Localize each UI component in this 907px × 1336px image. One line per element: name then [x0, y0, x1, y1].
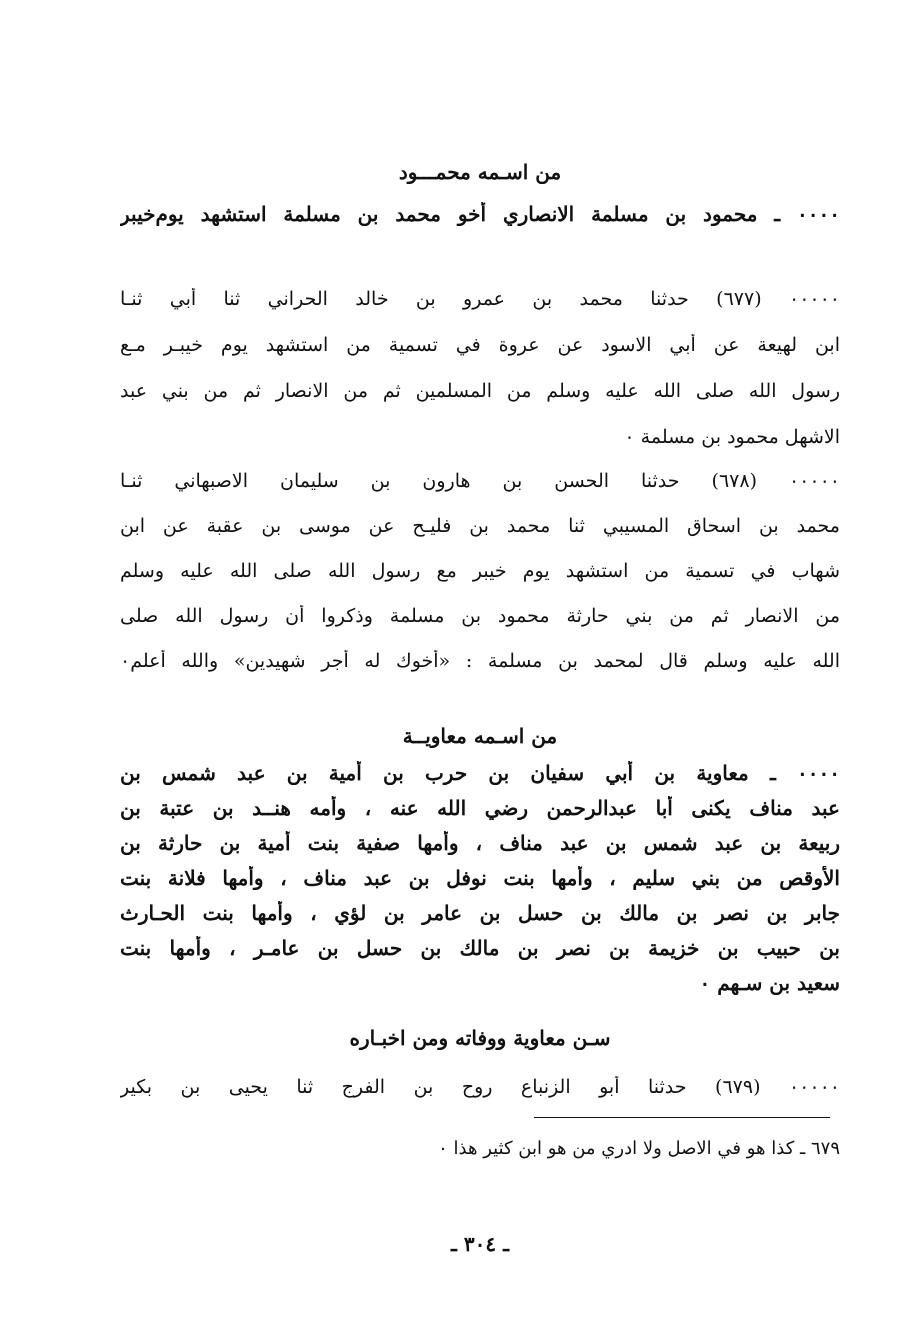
section-heading-muawiya: من اسـمه معاويــة: [402, 724, 558, 748]
entry-mahmoud-ibn-maslama: ٠٠٠٠ ـ محمود بن مسلمة الانصاري أخو محمد بن مسلمة استشهد يوم‌خيبر: [120, 202, 840, 226]
page-number: ـ ٣٠٤ ـ: [451, 1232, 509, 1256]
footnote-separator: [534, 1117, 830, 1118]
hadith-678-line-1: ٠٠٠٠٠ (٦٧٨) حدثنا الحسن بن هارون بن سليمان الاصبهاني ثنـا: [120, 470, 840, 492]
hadith-677-line-2: ابن لهيعة عن أبي الاسود عن عروة في تسمية من استشهد يوم خيبـر مـع: [120, 334, 840, 356]
hadith-678-line-5: الله عليه وسلم قال لمحمد بن مسلمة : «أخوك له أجر شهيدين» والله أعلم٠: [120, 650, 840, 672]
hadith-678-line-3: شهاب في تسمية من استشهد يوم خيبر مع رسول الله صلى الله عليه وسلم: [120, 560, 840, 582]
section-heading-muawiya-death: سـن معاوية ووفاته ومن اخبـاره: [349, 1026, 611, 1050]
entry-muawiya-line-5: جابر بن نصر بن مالك بن حسل بن عامر بن لؤي ، وأمها بنت الحـارث: [120, 901, 840, 925]
entry-muawiya-line-3: ربيعة بن عبد شمس بن عبد مناف ، وأمها صفية بنت أمية بن حارثة بن: [120, 831, 840, 855]
entry-muawiya-line-6: بن حبيب بن خزيمة بن نصر بن مالك بن حسل بن عامـر ، وأمها بنت: [120, 936, 840, 960]
hadith-678-line-2: محمد بن اسحاق المسيبي ثنا محمد بن فليـح عن موسى بن عقبة عن ابن: [120, 515, 840, 537]
section-heading-mahmoud: من اسـمه محمـــود: [398, 160, 562, 184]
entry-muawiya-line-7: سعيد بن سـهم ٠: [699, 971, 840, 995]
hadith-678-line-4: من الانصار ثم من بني حارثة محمود بن مسلمة وذكروا أن رسول الله صلى: [120, 605, 840, 627]
hadith-679-line-1: ٠٠٠٠٠ (٦٧٩) حدثنا أبو الزنباع روح بن الفرج ثنا يحيى بن بكير: [120, 1076, 840, 1098]
footnote-679: ٦٧٩ ـ كذا هو في الاصل ولا ادري من هو ابن كثير هذا ٠: [438, 1138, 840, 1159]
hadith-677-line-4: الاشهل محمود بن مسلمة ٠: [624, 426, 840, 448]
entry-muawiya-line-4: الأوقص من بني سليم ، وأمها بنت نوفل بن عبد مناف ، وأمها فلانة بنت: [120, 866, 840, 890]
entry-muawiya-line-1: ٠٠٠٠ ـ معاوية بن أبي سفيان بن حرب بن أمية بن عبد شمس بن: [120, 761, 840, 785]
hadith-677-line-3: رسول الله صلى الله عليه وسلم من المسلمين ثم من الانصار ثم من بني عبد: [120, 380, 840, 402]
hadith-677-line-1: ٠٠٠٠٠ (٦٧٧) حدثنا محمد بن عمرو بن خالد الحراني ثنا أبي ثنـا: [120, 288, 840, 310]
entry-muawiya-line-2: عبد مناف يكنى أبا عبدالرحمن رضي الله عنه ، وأمه هنــد بن عتبة بن: [120, 796, 840, 820]
